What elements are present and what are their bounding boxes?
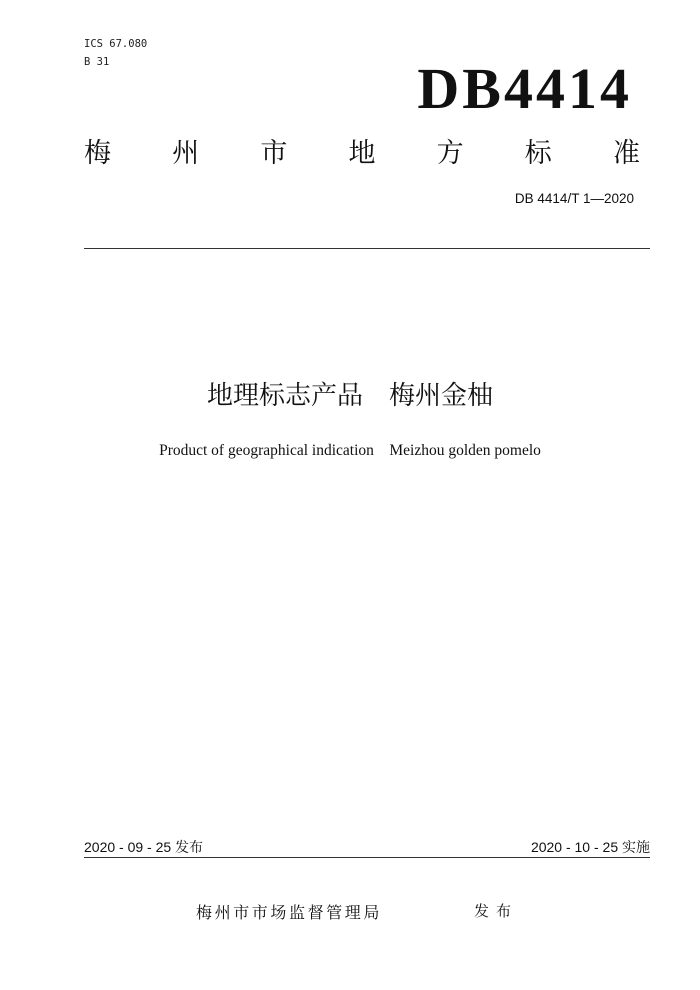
publish-label: 发布 <box>474 902 519 920</box>
document-title-english: Product of geographical indication Meizhou golden pomelo <box>159 442 541 459</box>
standard-code-logo: DB4414 <box>417 56 632 121</box>
standard-type-heading <box>84 136 640 172</box>
standard-type-char: 梅 <box>84 138 111 169</box>
ics-code: ICS 67.080 <box>84 38 148 50</box>
standard-number: DB 4414/T 1—2020 <box>514 191 634 206</box>
standard-type-char: 标 <box>524 138 552 169</box>
issue-date: 2020 - 09 - 25 发布 <box>84 839 204 855</box>
issuing-authority: 梅州市市场监督管理局 <box>196 903 383 922</box>
header-divider <box>84 248 650 249</box>
standard-type-char: 准 <box>612 138 640 169</box>
standard-type-char: 州 <box>172 138 200 169</box>
implementation-date: 2020 - 10 - 25 实施 <box>530 839 650 855</box>
standard-type-char: 地 <box>348 138 376 169</box>
ccs-code: B 31 <box>84 56 110 68</box>
standard-type-char: 市 <box>260 138 288 169</box>
footer-divider <box>84 857 650 858</box>
standard-type-char: 方 <box>436 138 464 169</box>
document-title-chinese: 地理标志产品 梅州金柚 <box>206 381 493 411</box>
